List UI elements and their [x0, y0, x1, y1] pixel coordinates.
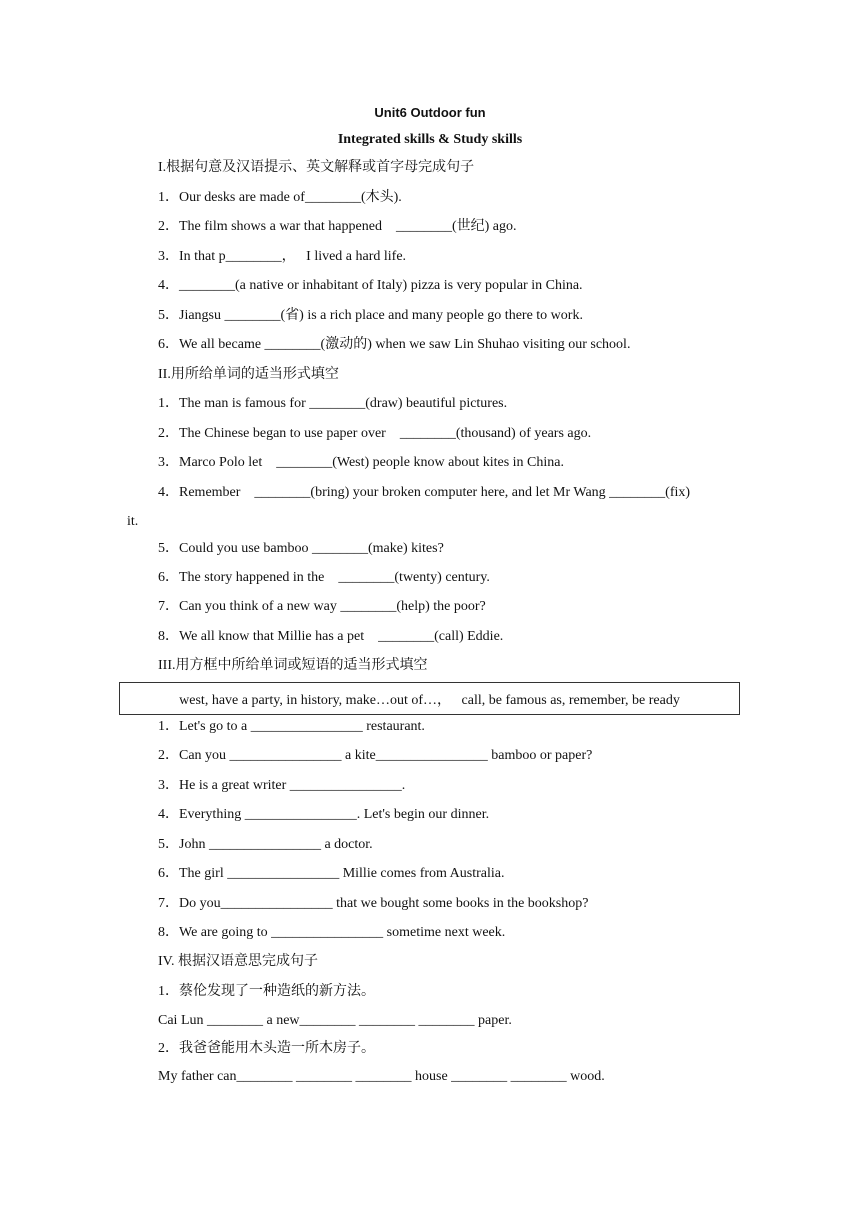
word-bank-text: west, have a party, in history, make…out of…， call, be famous as, remember, be ready — [179, 693, 680, 708]
section-1-item: 3．In that p________， I lived a hard life. — [158, 249, 407, 264]
section-2-item: 8．We all know that Millie has a pet ________(call) Eddie. — [158, 629, 504, 644]
section-2-item: 5．Could you use bamboo ________(make) kites? — [158, 541, 444, 556]
word-bank-box — [119, 682, 740, 715]
section-3-heading: III.用方框中所给单词或短语的适当形式填空 — [158, 658, 428, 673]
section-2-item-continuation: it. — [127, 514, 139, 529]
section-2-item: 3．Marco Polo let ________(West) people know about kites in China. — [158, 455, 564, 470]
section-1-heading: I.根据句意及汉语提示、英文解释或首字母完成句子 — [158, 160, 475, 175]
section-3-item: 3．He is a great writer ________________. — [158, 778, 406, 793]
section-2-item: 6．The story happened in the ________(twenty) century. — [158, 570, 490, 585]
section-2-item: 4．Remember ________(bring) your broken computer here, and let Mr Wang ________(fix) — [158, 485, 691, 500]
section-3-item: 6．The girl ________________ Millie comes from Australia. — [158, 866, 505, 881]
section-2-heading: II.用所给单词的适当形式填空 — [158, 367, 339, 382]
section-4-prompt: 2．我爸爸能用木头造一所木房子。 — [158, 1041, 375, 1056]
section-2-item: 1．The man is famous for ________(draw) beautiful pictures. — [158, 396, 508, 411]
section-1-item: 6．We all became ________(激动的) when we saw Lin Shuhao visiting our school. — [158, 337, 631, 352]
section-1-item: 4．________(a native or inhabitant of Italy) pizza is very popular in China. — [158, 278, 583, 293]
section-3-item: 7．Do you________________ that we bought some books in the bookshop? — [158, 896, 589, 911]
worksheet-subtitle: Integrated skills & Study skills — [337, 132, 523, 147]
section-4-answer-line: My father can________ ________ ________ house ________ ________ wood. — [158, 1069, 605, 1084]
section-4-prompt: 1．蔡伦发现了一种造纸的新方法。 — [158, 984, 375, 999]
section-2-item: 2．The Chinese began to use paper over ________(thousand) of years ago. — [158, 426, 592, 441]
worksheet-title: Unit6 Outdoor fun — [374, 105, 486, 120]
section-1-item: 1．Our desks are made of________(木头). — [158, 190, 402, 205]
section-3-item: 4．Everything ________________. Let's begin our dinner. — [158, 807, 490, 822]
section-3-item: 8．We are going to ________________ sometime next week. — [158, 925, 506, 940]
section-2-item: 7．Can you think of a new way ________(help) the poor? — [158, 599, 486, 614]
section-1-item: 5．Jiangsu ________(省) is a rich place and many people go there to work. — [158, 308, 583, 323]
section-3-item: 2．Can you ________________ a kite________________ bamboo or paper? — [158, 748, 593, 763]
section-3-item: 5．John ________________ a doctor. — [158, 837, 373, 852]
section-4-heading: IV. 根据汉语意思完成句子 — [158, 954, 318, 969]
section-1-item: 2．The film shows a war that happened ________(世纪) ago. — [158, 219, 517, 234]
section-3-item: 1．Let's go to a ________________ restaurant. — [158, 719, 425, 734]
section-4-answer-line: Cai Lun ________ a new________ ________ ________ paper. — [158, 1013, 512, 1028]
